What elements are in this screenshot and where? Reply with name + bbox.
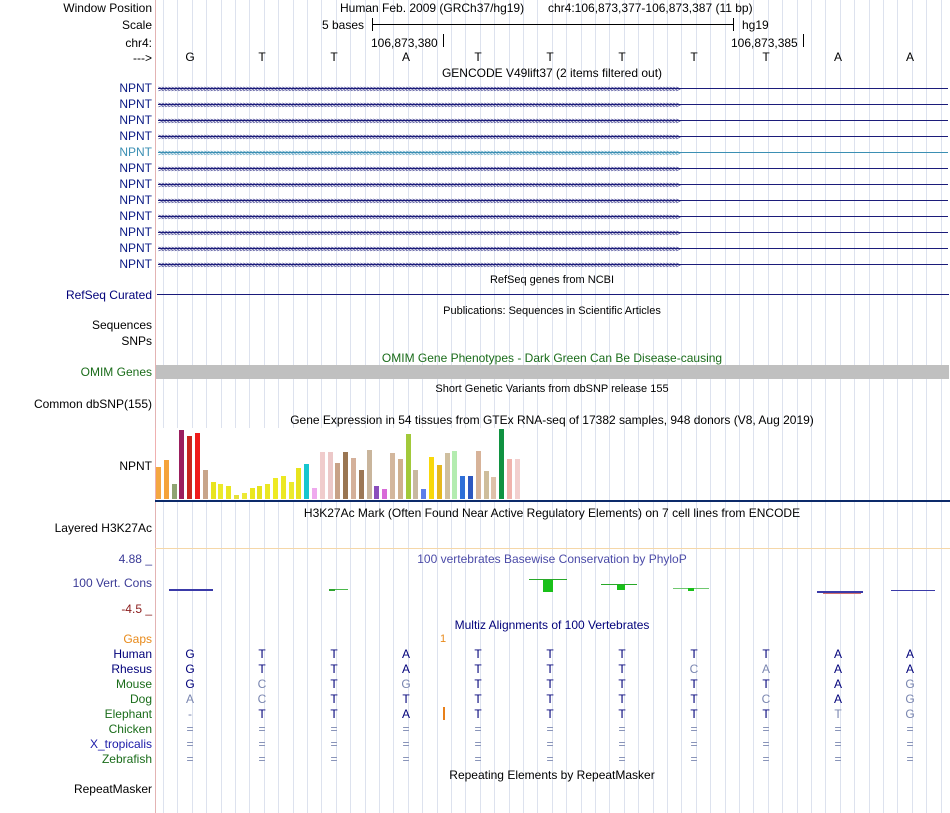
gencode-transcript-line[interactable]	[158, 259, 948, 271]
alignment-base: A	[401, 662, 411, 676]
gtex-tissue-bar[interactable]	[398, 459, 403, 499]
strand-arrows: >>>>>>>>>>>>>>>>>>>>>>>>>>>>>>>>>>>>>>>>>>>>>>>>>>>>>>>>>>>>>>>>>>>>>>>>>>>>>>>>>>>>>>>>>>>>>>>>>>>>>>>>>>>>>>>>>>>>>>>>>>>>>>>>>>>>>>>>>>>>>>>>>>>>>>>>>>>>>>>>	[158, 228, 679, 238]
strand-arrows: >>>>>>>>>>>>>>>>>>>>>>>>>>>>>>>>>>>>>>>>>>>>>>>>>>>>>>>>>>>>>>>>>>>>>>>>>>>>>>>>>>>>>>>>>>>>>>>>>>>>>>>>>>>>>>>>>>>>>>>>>>>>>>>>>>>>>>>>>>>>>>>>>>>>>>>>>>>>>>>>	[158, 148, 679, 158]
gtex-tissue-bar[interactable]	[265, 484, 270, 499]
repeatmasker-title: Repeating Elements by RepeatMasker	[449, 768, 655, 782]
alignment-base: =	[690, 737, 698, 751]
elephant-insertion-mark	[443, 707, 445, 720]
alignment-base: =	[906, 752, 914, 766]
publications-title: Publications: Sequences in Scientific Articles	[443, 305, 661, 317]
alignment-base: T	[330, 677, 338, 691]
species-label[interactable]: Chicken	[108, 722, 152, 736]
phylop-bars	[169, 579, 935, 594]
strand-arrows: >>>>>>>>>>>>>>>>>>>>>>>>>>>>>>>>>>>>>>>>>>>>>>>>>>>>>>>>>>>>>>>>>>>>>>>>>>>>>>>>>>>>>>>>>>>>>>>>>>>>>>>>>>>>>>>>>>>>>>>>>>>>>>>>>>>>>>>>>>>>>>>>>>>>>>>>>>>>>>>>	[158, 180, 679, 190]
alignment-base: C	[761, 692, 771, 706]
alignment-base: A	[833, 662, 843, 676]
sequence-base: T	[258, 50, 266, 64]
gencode-transcript-line[interactable]	[158, 211, 948, 223]
strand-arrows: >>>>>>>>>>>>>>>>>>>>>>>>>>>>>>>>>>>>>>>>>>>>>>>>>>>>>>>>>>>>>>>>>>>>>>>>>>>>>>>>>>>>>>>>>>>>>>>>>>>>>>>>>>>>>>>>>>>>>>>>>>>>>>>>>>>>>>>>>>>>>>>>>>>>>>>>>>>>>>>>	[158, 116, 679, 126]
gencode-gene-label[interactable]: NPNT	[119, 209, 152, 223]
phylop-bar	[823, 593, 861, 594]
gencode-gene-label[interactable]: NPNT	[119, 177, 152, 191]
gtex-tissue-bar[interactable]	[257, 486, 262, 499]
dbsnp-title: Short Genetic Variants from dbSNP release 155	[435, 383, 669, 395]
gencode-gene-label[interactable]: NPNT	[119, 81, 152, 95]
gtex-tissue-bar[interactable]	[320, 452, 325, 499]
strand-arrows: >>>>>>>>>>>>>>>>>>>>>>>>>>>>>>>>>>>>>>>>>>>>>>>>>>>>>>>>>>>>>>>>>>>>>>>>>>>>>>>>>>>>>>>>>>>>>>>>>>>>>>>>>>>>>>>>>>>>>>>>>>>>>>>>>>>>>>>>>>>>>>>>>>>>>>>>>>>>>>>>	[158, 244, 679, 254]
alignment-base: =	[834, 752, 842, 766]
alignment-base: =	[474, 752, 482, 766]
alignment-base: T	[546, 692, 554, 706]
alignment-base: T	[834, 707, 842, 721]
gtex-tissue-bar[interactable]	[445, 453, 450, 499]
alignment-base: =	[546, 737, 554, 751]
gtex-tissue-bar[interactable]	[211, 482, 216, 499]
phylop-bar	[601, 584, 637, 585]
refseq-track-line	[157, 294, 949, 295]
alignment-base: =	[906, 722, 914, 736]
alignment-base: =	[546, 722, 554, 736]
gtex-tissue-bar[interactable]	[250, 488, 255, 499]
gtex-tissue-bar[interactable]	[164, 460, 169, 499]
gtex-tissue-bar[interactable]	[437, 465, 442, 499]
gencode-gene-label[interactable]: NPNT	[119, 241, 152, 255]
sequence-base: T	[618, 50, 626, 64]
window-position-label: Window Position	[63, 1, 152, 15]
alignment-base: T	[402, 692, 410, 706]
gtex-tissue-bar[interactable]	[172, 484, 177, 499]
gtex-tissue-bar[interactable]	[390, 453, 395, 499]
gtex-tissue-bar[interactable]	[328, 452, 333, 499]
gencode-gene-label[interactable]: NPNT	[119, 129, 152, 143]
gencode-gene-label[interactable]: NPNT	[119, 193, 152, 207]
alignment-base: =	[330, 737, 338, 751]
alignment-base: G	[185, 662, 195, 676]
gtex-tissue-bar[interactable]	[242, 493, 247, 499]
gtex-tissue-bar[interactable]	[312, 488, 317, 499]
phylop-bar	[543, 580, 553, 592]
omim-title: OMIM Gene Phenotypes - Dark Green Can Be Disease-causing	[381, 351, 723, 365]
alignment-base: =	[330, 722, 338, 736]
gtex-tissue-bar[interactable]	[476, 451, 481, 499]
gencode-transcript-line[interactable]	[158, 243, 948, 255]
strand-arrows: >>>>>>>>>>>>>>>>>>>>>>>>>>>>>>>>>>>>>>>>>>>>>>>>>>>>>>>>>>>>>>>>>>>>>>>>>>>>>>>>>>>>>>>>>>>>>>>>>>>>>>>>>>>>>>>>>>>>>>>>>>>>>>>>>>>>>>>>>>>>>>>>>>>>>>>>>>>>>>>>	[158, 260, 679, 270]
alignment-base: T	[258, 662, 266, 676]
dbsnp-label[interactable]: Common dbSNP(155)	[33, 397, 152, 411]
gtex-tissue-bar[interactable]	[429, 457, 434, 499]
gtex-tissue-bar[interactable]	[304, 464, 309, 499]
alignment-base: =	[690, 722, 698, 736]
genome-title: Human Feb. 2009 (GRCh37/hg19)	[340, 1, 525, 15]
gtex-tissue-bar[interactable]	[335, 463, 340, 499]
chr-label: chr4:	[125, 36, 152, 50]
alignment-base: T	[546, 707, 554, 721]
alignment-base: =	[258, 737, 266, 751]
h3k27ac-baseline	[155, 548, 950, 549]
gtex-tissue-bar[interactable]	[406, 434, 411, 499]
gtex-tissue-bar[interactable]	[281, 476, 286, 499]
strand-arrow-label: --->	[133, 51, 152, 65]
sequence-base: A	[905, 50, 915, 64]
gencode-gene-label[interactable]: NPNT	[119, 225, 152, 239]
alignment-base: -	[188, 707, 192, 721]
gtex-tissue-bar[interactable]	[351, 458, 356, 499]
strand-arrows: >>>>>>>>>>>>>>>>>>>>>>>>>>>>>>>>>>>>>>>>>>>>>>>>>>>>>>>>>>>>>>>>>>>>>>>>>>>>>>>>>>>>>>>>>>>>>>>>>>>>>>>>>>>>>>>>>>>>>>>>>>>>>>>>>>>>>>>>>>>>>>>>>>>>>>>>>>>>>>>>	[158, 196, 679, 206]
gencode-transcript-line[interactable]	[158, 83, 948, 95]
gencode-transcript-line[interactable]	[158, 147, 948, 159]
alignment-base: T	[762, 707, 770, 721]
alignment-base: T	[546, 677, 554, 691]
strand-arrows: >>>>>>>>>>>>>>>>>>>>>>>>>>>>>>>>>>>>>>>>>>>>>>>>>>>>>>>>>>>>>>>>>>>>>>>>>>>>>>>>>>>>>>>>>>>>>>>>>>>>>>>>>>>>>>>>>>>>>>>>>>>>>>>>>>>>>>>>>>>>>>>>>>>>>>>>>>>>>>>>	[158, 84, 679, 94]
scale-label: Scale	[121, 18, 152, 32]
alignment-base: G	[905, 707, 915, 721]
omim-label[interactable]: OMIM Genes	[80, 365, 152, 379]
gtex-tissue-bar[interactable]	[499, 429, 504, 499]
species-label[interactable]: Elephant	[104, 707, 152, 721]
alignment-base: T	[330, 647, 338, 661]
alignment-base: =	[618, 737, 626, 751]
alignment-base: C	[689, 662, 699, 676]
alignment-base: G	[401, 677, 411, 691]
track-left-edge	[155, 0, 156, 813]
snps-label[interactable]: SNPs	[121, 334, 152, 348]
sequences-label[interactable]: Sequences	[91, 318, 152, 332]
alignment-base: T	[690, 677, 698, 691]
gencode-gene-label[interactable]: NPNT	[119, 113, 152, 127]
alignment-base: T	[474, 662, 482, 676]
alignment-base: =	[474, 722, 482, 736]
phylop-min: -4.5 _	[121, 602, 152, 616]
alignment-base: G	[905, 692, 915, 706]
alignment-base: T	[618, 692, 626, 706]
alignment-base: T	[762, 677, 770, 691]
omim-feature-bar[interactable]	[156, 365, 949, 379]
phylop-bar	[529, 579, 567, 580]
gencode-gene-label[interactable]: NPNT	[119, 257, 152, 271]
gap-count-marker: 1	[440, 633, 447, 645]
gtex-tissue-bar[interactable]	[413, 470, 418, 499]
gtex-tissue-bar[interactable]	[382, 489, 387, 499]
species-label[interactable]: Zebrafish	[101, 752, 152, 766]
gencode-title: GENCODE V49lift37 (2 items filtered out)	[441, 66, 663, 80]
multiz-title: Multiz Alignments of 100 Vertebrates	[454, 618, 650, 632]
gtex-tissue-bar[interactable]	[234, 495, 239, 499]
phylop-bar	[329, 589, 335, 591]
alignment-base: T	[618, 662, 626, 676]
refseq-label[interactable]: RefSeq Curated	[65, 288, 152, 302]
alignment-base: T	[618, 677, 626, 691]
alignment-base: C	[257, 692, 267, 706]
alignment-base: =	[258, 752, 266, 766]
alignment-base: =	[186, 722, 194, 736]
gtex-tissue-bar[interactable]	[273, 478, 278, 499]
alignment-base: T	[762, 647, 770, 661]
sequence-base: T	[690, 50, 698, 64]
alignment-base: =	[402, 737, 410, 751]
gtex-tissue-bar[interactable]	[343, 452, 348, 499]
species-label[interactable]: Mouse	[115, 677, 152, 691]
alignment-base: G	[185, 647, 195, 661]
sequence-base: T	[474, 50, 482, 64]
gtex-tissue-bar[interactable]	[367, 450, 372, 499]
alignment-base: =	[618, 722, 626, 736]
alignment-base: =	[906, 737, 914, 751]
gtex-tissue-bar[interactable]	[460, 476, 465, 499]
scale-bar-left-tick	[372, 18, 373, 31]
sequence-base: G	[185, 50, 195, 64]
gencode-gene-label[interactable]: NPNT	[119, 145, 152, 159]
phylop-title: 100 vertebrates Basewise Conservation by PhyloP	[417, 552, 687, 566]
alignment-base: T	[474, 647, 482, 661]
gtex-tissue-bar[interactable]	[156, 467, 161, 499]
gtex-tissue-bar[interactable]	[187, 436, 192, 499]
phylop-bar	[891, 590, 935, 591]
gencode-gene-label[interactable]: NPNT	[119, 97, 152, 111]
species-label[interactable]: X_tropicalis	[89, 737, 152, 751]
gencode-gene-label[interactable]: NPNT	[119, 161, 152, 175]
alignment-base: =	[690, 752, 698, 766]
alignment-base: =	[834, 737, 842, 751]
alignment-base: =	[618, 752, 626, 766]
alignment-base: A	[401, 647, 411, 661]
gtex-tissue-bar[interactable]	[179, 430, 184, 499]
alignment-base: =	[186, 737, 194, 751]
species-label[interactable]: Dog	[129, 692, 152, 706]
phylop-bar	[817, 591, 863, 593]
sequence-base: T	[762, 50, 770, 64]
alignment-base: G	[905, 677, 915, 691]
gencode-transcript-line[interactable]	[158, 195, 948, 207]
alignment-base: T	[474, 692, 482, 706]
phylop-plot[interactable]	[155, 560, 950, 610]
species-label[interactable]: Rhesus	[111, 662, 152, 676]
gencode-transcript-line[interactable]	[158, 179, 948, 191]
alignment-base: =	[762, 737, 770, 751]
gtex-tissue-bar[interactable]	[296, 468, 301, 499]
alignment-base: =	[474, 737, 482, 751]
alignment-base: A	[833, 677, 843, 691]
gtex-tissue-bar[interactable]	[468, 476, 473, 499]
alignment-base: =	[546, 752, 554, 766]
alignment-base: A	[905, 647, 915, 661]
strand-arrows: >>>>>>>>>>>>>>>>>>>>>>>>>>>>>>>>>>>>>>>>>>>>>>>>>>>>>>>>>>>>>>>>>>>>>>>>>>>>>>>>>>>>>>>>>>>>>>>>>>>>>>>>>>>>>>>>>>>>>>>>>>>>>>>>>>>>>>>>>>>>>>>>>>>>>>>>>>>>>>>>	[158, 212, 679, 222]
tick-right-mark	[803, 34, 804, 47]
gtex-label[interactable]: NPNT	[119, 459, 152, 473]
gencode-transcript-line[interactable]	[158, 99, 948, 111]
gtex-tissue-bar[interactable]	[203, 470, 208, 499]
gtex-tissue-bar[interactable]	[515, 459, 520, 499]
sequence-base: T	[330, 50, 338, 64]
alignment-base: =	[834, 722, 842, 736]
strand-arrows: >>>>>>>>>>>>>>>>>>>>>>>>>>>>>>>>>>>>>>>>>>>>>>>>>>>>>>>>>>>>>>>>>>>>>>>>>>>>>>>>>>>>>>>>>>>>>>>>>>>>>>>>>>>>>>>>>>>>>>>>>>>>>>>>>>>>>>>>>>>>>>>>>>>>>>>>>>>>>>>>	[158, 132, 679, 142]
alignment-base: T	[330, 707, 338, 721]
phylop-bar	[169, 589, 213, 591]
scale-bar-right-tick	[733, 18, 734, 31]
alignment-base: T	[474, 677, 482, 691]
gtex-tissue-bar[interactable]	[289, 482, 294, 499]
refseq-title: RefSeq genes from NCBI	[489, 274, 615, 286]
sequence-base: A	[833, 50, 843, 64]
gencode-transcript-line[interactable]	[158, 115, 948, 127]
gaps-label: Gaps	[123, 632, 152, 646]
gencode-transcript-line[interactable]	[158, 163, 948, 175]
gtex-tissue-bar[interactable]	[359, 470, 364, 499]
gtex-tissue-bar[interactable]	[195, 433, 200, 499]
tick-label-left: 106,873,380	[371, 36, 438, 50]
alignment-base: =	[402, 752, 410, 766]
alignment-base: =	[762, 752, 770, 766]
alignment-base: T	[546, 647, 554, 661]
alignment-base: A	[185, 692, 195, 706]
alignment-base: =	[330, 752, 338, 766]
h3k27ac-title: H3K27Ac Mark (Often Found Near Active Regulatory Elements) on 7 cell lines from ENCODE	[303, 506, 801, 520]
alignment-base: A	[833, 647, 843, 661]
strand-arrows: >>>>>>>>>>>>>>>>>>>>>>>>>>>>>>>>>>>>>>>>>>>>>>>>>>>>>>>>>>>>>>>>>>>>>>>>>>>>>>>>>>>>>>>>>>>>>>>>>>>>>>>>>>>>>>>>>>>>>>>>>>>>>>>>>>>>>>>>>>>>>>>>>>>>>>>>>>>>>>>>	[158, 100, 679, 110]
tick-label-right: 106,873,385	[731, 36, 798, 50]
assembly-text: hg19	[742, 18, 769, 32]
gtex-tissue-bar[interactable]	[452, 451, 457, 499]
gtex-title: Gene Expression in 54 tissues from GTEx RNA-seq of 17382 samples, 948 donors (V8, Aug 2019)	[290, 413, 814, 427]
alignment-base: T	[618, 707, 626, 721]
scale-bar	[372, 24, 734, 25]
phylop-bar	[617, 585, 625, 590]
gencode-transcript-line[interactable]	[158, 131, 948, 143]
alignment-base: A	[833, 692, 843, 706]
alignment-base: T	[330, 662, 338, 676]
alignment-base: =	[258, 722, 266, 736]
scale-text: 5 bases	[322, 18, 365, 32]
alignment-base: =	[186, 752, 194, 766]
gtex-tissue-bar[interactable]	[374, 486, 379, 499]
sequence-base: A	[401, 50, 411, 64]
alignment-base: A	[401, 707, 411, 721]
strand-arrows: >>>>>>>>>>>>>>>>>>>>>>>>>>>>>>>>>>>>>>>>>>>>>>>>>>>>>>>>>>>>>>>>>>>>>>>>>>>>>>>>>>>>>>>>>>>>>>>>>>>>>>>>>>>>>>>>>>>>>>>>>>>>>>>>>>>>>>>>>>>>>>>>>>>>>>>>>>>>>>>>	[158, 164, 679, 174]
alignment-base: T	[258, 707, 266, 721]
alignment-base: C	[257, 677, 267, 691]
gencode-transcript-line[interactable]	[158, 227, 948, 239]
alignment-base: G	[185, 677, 195, 691]
alignment-base: T	[690, 692, 698, 706]
gtex-tissue-bar[interactable]	[226, 486, 231, 499]
species-label[interactable]: Human	[113, 647, 152, 661]
phylop-bar	[688, 588, 694, 591]
tick-left-mark	[443, 34, 444, 47]
alignment-base: A	[905, 662, 915, 676]
alignment-base: T	[690, 707, 698, 721]
alignment-base: T	[546, 662, 554, 676]
gtex-tissue-bar[interactable]	[421, 489, 426, 499]
position-text: chr4:106,873,377-106,873,387 (11 bp)	[548, 1, 753, 15]
sequence-base: T	[546, 50, 554, 64]
repeatmasker-label[interactable]: RepeatMasker	[73, 782, 152, 796]
phylop-max: 4.88 _	[118, 552, 152, 566]
alignment-base: A	[761, 662, 771, 676]
phylop-label[interactable]: 100 Vert. Cons	[72, 576, 152, 590]
alignment-base: T	[618, 647, 626, 661]
gtex-tissue-bar[interactable]	[491, 477, 496, 499]
gtex-tissue-bar[interactable]	[507, 459, 512, 499]
gtex-bottom-line	[155, 500, 950, 502]
alignment-base: =	[762, 722, 770, 736]
alignment-base: T	[690, 647, 698, 661]
h3k27ac-label[interactable]: Layered H3K27Ac	[54, 521, 152, 535]
alignment-base: T	[330, 692, 338, 706]
gtex-tissue-bar[interactable]	[484, 471, 489, 499]
alignment-base: =	[402, 722, 410, 736]
gtex-tissue-bar[interactable]	[218, 484, 223, 499]
alignment-base: T	[474, 707, 482, 721]
alignment-base: T	[258, 647, 266, 661]
